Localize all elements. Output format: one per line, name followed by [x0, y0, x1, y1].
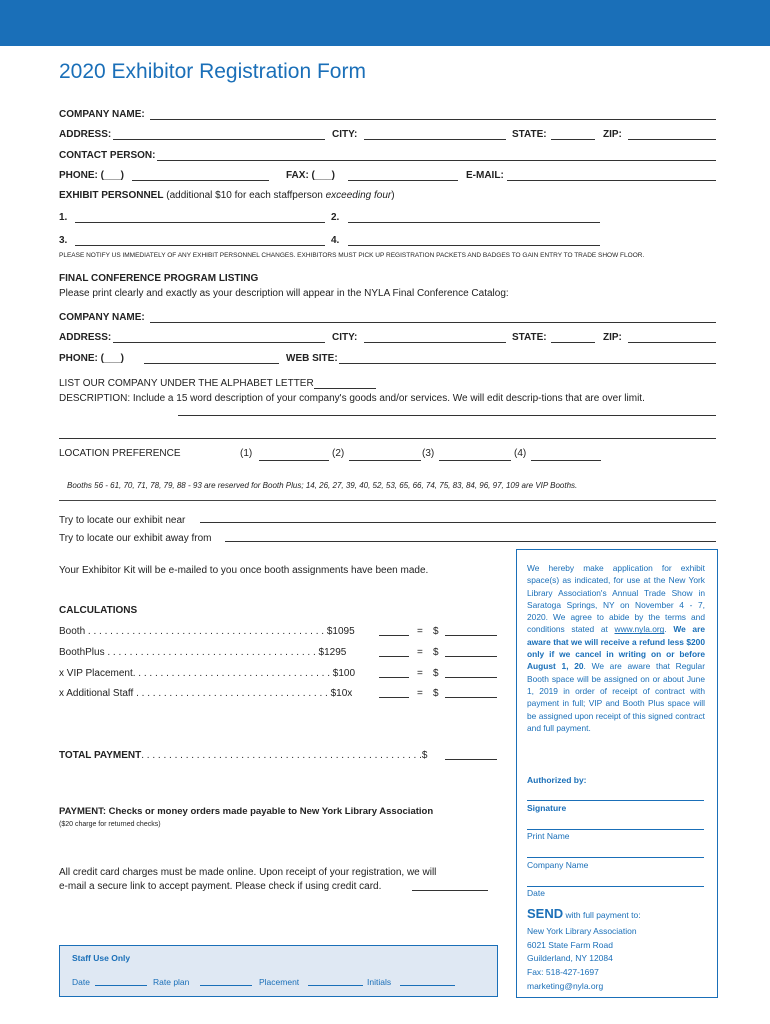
send-email[interactable]: marketing@nyla.org: [527, 981, 604, 991]
city-field[interactable]: [364, 139, 506, 140]
phone-field[interactable]: [132, 180, 269, 181]
location-option-4-label: (4): [514, 448, 527, 459]
listing-zip-field[interactable]: [628, 342, 716, 343]
personnel-4-label: 4.: [331, 235, 340, 246]
send-address-2: 6021 State Farm Road: [527, 940, 613, 950]
program-listing-subheading: Please print clearly and exactly as your description will appear in the NYLA Final Conference Catalog:: [59, 288, 509, 299]
staff-date-field[interactable]: [95, 985, 147, 986]
calc-booth-total[interactable]: [445, 635, 497, 636]
calc-booth-dollar: $: [433, 626, 439, 637]
state-label: STATE:: [512, 129, 547, 140]
total-payment-field[interactable]: [445, 759, 497, 760]
date-sign-field[interactable]: [527, 886, 704, 887]
send-address-3: Guilderland, NY 12084: [527, 953, 613, 963]
company-name-sign-field[interactable]: [527, 857, 704, 858]
email-label: E-MAIL:: [466, 170, 504, 181]
staff-rate-plan-field[interactable]: [200, 985, 252, 986]
returned-checks-note: ($20 charge for returned checks): [59, 821, 161, 828]
print-name-label: Print Name: [527, 831, 570, 841]
listing-state-field[interactable]: [551, 342, 595, 343]
personnel-1-field[interactable]: [75, 222, 325, 223]
description-field-1[interactable]: [178, 415, 716, 416]
location-option-3-field[interactable]: [439, 460, 511, 461]
address-label: ADDRESS:: [59, 129, 112, 140]
staff-initials-label: Initials: [367, 977, 392, 987]
agreement-text: We hereby make application for exhibit space(s) as indicated, for use at the New York Library Association's Annual Trade Show in Saratoga Springs, NY on November 4 - 7, 2020. We agree to abide by the terms and conditions stated at www.nyla.org. We are aware that we will receive a refund less $200 only if we cancel in writing on or before August 1, 20. We are aware that Regular Booth space will be assigned on or about June 1, 2019 in order of receipt of contract with payment in full; VIP and Booth Plus space will be assigned upon receipt of this signed contract and full payment.: [527, 563, 705, 733]
personnel-4-field[interactable]: [348, 245, 600, 246]
print-name-field[interactable]: [527, 829, 704, 830]
personnel-3-field[interactable]: [75, 245, 325, 246]
company-name-sign-label: Company Name: [527, 860, 589, 870]
listing-company-name-label: COMPANY NAME:: [59, 312, 145, 323]
website-label: WEB SITE:: [286, 353, 338, 364]
staff-placement-field[interactable]: [308, 985, 363, 986]
date-sign-label: Date: [527, 888, 545, 898]
email-field[interactable]: [507, 180, 716, 181]
zip-label: ZIP:: [603, 129, 622, 140]
location-option-1-field[interactable]: [259, 460, 329, 461]
signature-field[interactable]: [527, 800, 704, 801]
send-address-1: New York Library Association: [527, 926, 637, 936]
calc-booth-qty[interactable]: [379, 635, 409, 636]
contact-person-label: CONTACT PERSON:: [59, 150, 156, 161]
calc-boothplus-qty[interactable]: [379, 656, 409, 657]
fax-field[interactable]: [348, 180, 458, 181]
signature-label: Signature: [527, 803, 567, 813]
nyla-link[interactable]: www.nyla.org: [614, 624, 665, 635]
calc-vip-total[interactable]: [445, 677, 497, 678]
personnel-2-field[interactable]: [348, 222, 600, 223]
staff-initials-field[interactable]: [400, 985, 455, 986]
staff-rate-plan-label: Rate plan: [153, 977, 190, 987]
calc-vip-qty[interactable]: [379, 677, 409, 678]
personnel-2-label: 2.: [331, 212, 340, 223]
listing-city-label: CITY:: [332, 332, 358, 343]
calc-booth-eq: =: [417, 626, 423, 637]
company-name-field[interactable]: [150, 119, 716, 120]
personnel-1-label: 1.: [59, 212, 68, 223]
personnel-3-label: 3.: [59, 235, 68, 246]
listing-address-label: ADDRESS:: [59, 332, 112, 343]
listing-city-field[interactable]: [364, 342, 506, 343]
alphabet-letter-field[interactable]: [314, 388, 376, 389]
calc-boothplus-dollar: $: [433, 647, 439, 658]
zip-field[interactable]: [628, 139, 716, 140]
personnel-notice: PLEASE NOTIFY US IMMEDIATELY OF ANY EXHIBIT PERSONNEL CHANGES. EXHIBITORS MUST PICK UP REGISTRATION PACKETS AND BADGES TO GAIN ENTRY TO TRADE SHOW FLOOR.: [59, 252, 645, 259]
listing-address-field[interactable]: [113, 342, 325, 343]
staff-date-label: Date: [72, 977, 90, 987]
exhibitor-kit-note: Your Exhibitor Kit will be e-mailed to you once booth assignments have been made.: [59, 565, 429, 576]
calc-staff-eq: =: [417, 688, 423, 699]
total-payment-row: TOTAL PAYMENT. . . . . . . . . . . . . . . . . . . . . . . . . . . . . . . . . . . . . . . . . . . . . . . . . . .$: [59, 750, 428, 761]
listing-phone-field[interactable]: [144, 363, 279, 364]
description-label: DESCRIPTION: Include a 15 word description of your company's goods and/or services. We will edit descrip-tions that are over limit.: [59, 393, 645, 404]
location-option-1-label: (1): [240, 448, 253, 459]
location-option-2-field[interactable]: [349, 460, 421, 461]
calculations-heading: CALCULATIONS: [59, 605, 138, 616]
calc-boothplus-label: BoothPlus . . . . . . . . . . . . . . . . . . . . . . . . . . . . . . . . . . . . . . $1295: [59, 647, 347, 658]
credit-card-check-field[interactable]: [412, 890, 488, 891]
address-field[interactable]: [113, 139, 325, 140]
listing-phone-label: PHONE: (___): [59, 353, 125, 364]
page-title: 2020 Exhibitor Registration Form: [59, 60, 366, 83]
divider: [59, 500, 716, 501]
header-bar: [0, 0, 770, 46]
locate-away-field[interactable]: [225, 541, 716, 542]
exhibit-personnel-heading: EXHIBIT PERSONNEL (additional $10 for each staffperson exceeding four): [59, 190, 395, 201]
send-fax: Fax: 518-427-1697: [527, 967, 599, 977]
locate-near-field[interactable]: [200, 522, 716, 523]
fax-label: FAX: (___): [286, 170, 335, 181]
calc-staff-label: x Additional Staff . . . . . . . . . . . . . . . . . . . . . . . . . . . . . . . . . . . $10x: [59, 688, 353, 699]
city-label: CITY:: [332, 129, 358, 140]
calc-staff-qty[interactable]: [379, 697, 409, 698]
send-line: SEND with full payment to:: [527, 906, 641, 921]
alphabet-letter-label: LIST OUR COMPANY UNDER THE ALPHABET LETTER: [59, 378, 314, 389]
website-field[interactable]: [339, 363, 716, 364]
locate-near-label: Try to locate our exhibit near: [59, 515, 186, 526]
calc-staff-dollar: $: [433, 688, 439, 699]
calc-booth-label: Booth . . . . . . . . . . . . . . . . . . . . . . . . . . . . . . . . . . . . . . . . . . . $1095: [59, 626, 355, 637]
calc-staff-total[interactable]: [445, 697, 497, 698]
payment-heading: PAYMENT: Checks or money orders made payable to New York Library Association: [59, 806, 434, 817]
company-name-label: COMPANY NAME:: [59, 109, 145, 120]
listing-company-name-field[interactable]: [150, 322, 716, 323]
staff-use-heading: Staff Use Only: [72, 953, 131, 963]
location-option-4-field[interactable]: [531, 460, 601, 461]
calc-boothplus-total[interactable]: [445, 656, 497, 657]
credit-card-note-1: All credit card charges must be made online. Upon receipt of your registration, we will: [59, 867, 437, 878]
calc-boothplus-eq: =: [417, 647, 423, 658]
location-option-2-label: (2): [332, 448, 345, 459]
listing-zip-label: ZIP:: [603, 332, 622, 343]
state-field[interactable]: [551, 139, 595, 140]
locate-away-label: Try to locate our exhibit away from: [59, 533, 212, 544]
location-preference-label: LOCATION PREFERENCE: [59, 448, 181, 459]
booths-note: Booths 56 - 61, 70, 71, 78, 79, 88 - 93 are reserved for Booth Plus; 14, 26, 27, 39, 40, 52, 53, 65, 66, 74, 75, 83, 84, 96, 97, 109 are VIP Booths.: [67, 481, 578, 490]
description-field-2[interactable]: [59, 438, 716, 439]
calc-vip-eq: =: [417, 668, 423, 679]
location-option-3-label: (3): [422, 448, 435, 459]
staff-placement-label: Placement: [259, 977, 300, 987]
listing-state-label: STATE:: [512, 332, 547, 343]
calc-vip-dollar: $: [433, 668, 439, 679]
authorized-by-label: Authorized by:: [527, 775, 587, 785]
program-listing-heading: FINAL CONFERENCE PROGRAM LISTING: [59, 273, 259, 284]
phone-label: PHONE: (___): [59, 170, 125, 181]
contact-person-field[interactable]: [157, 160, 716, 161]
credit-card-note-2: e-mail a secure link to accept payment. Please check if using credit card.: [59, 881, 382, 892]
calc-vip-label: x VIP Placement. . . . . . . . . . . . . . . . . . . . . . . . . . . . . . . . . . . . $100: [59, 668, 356, 679]
